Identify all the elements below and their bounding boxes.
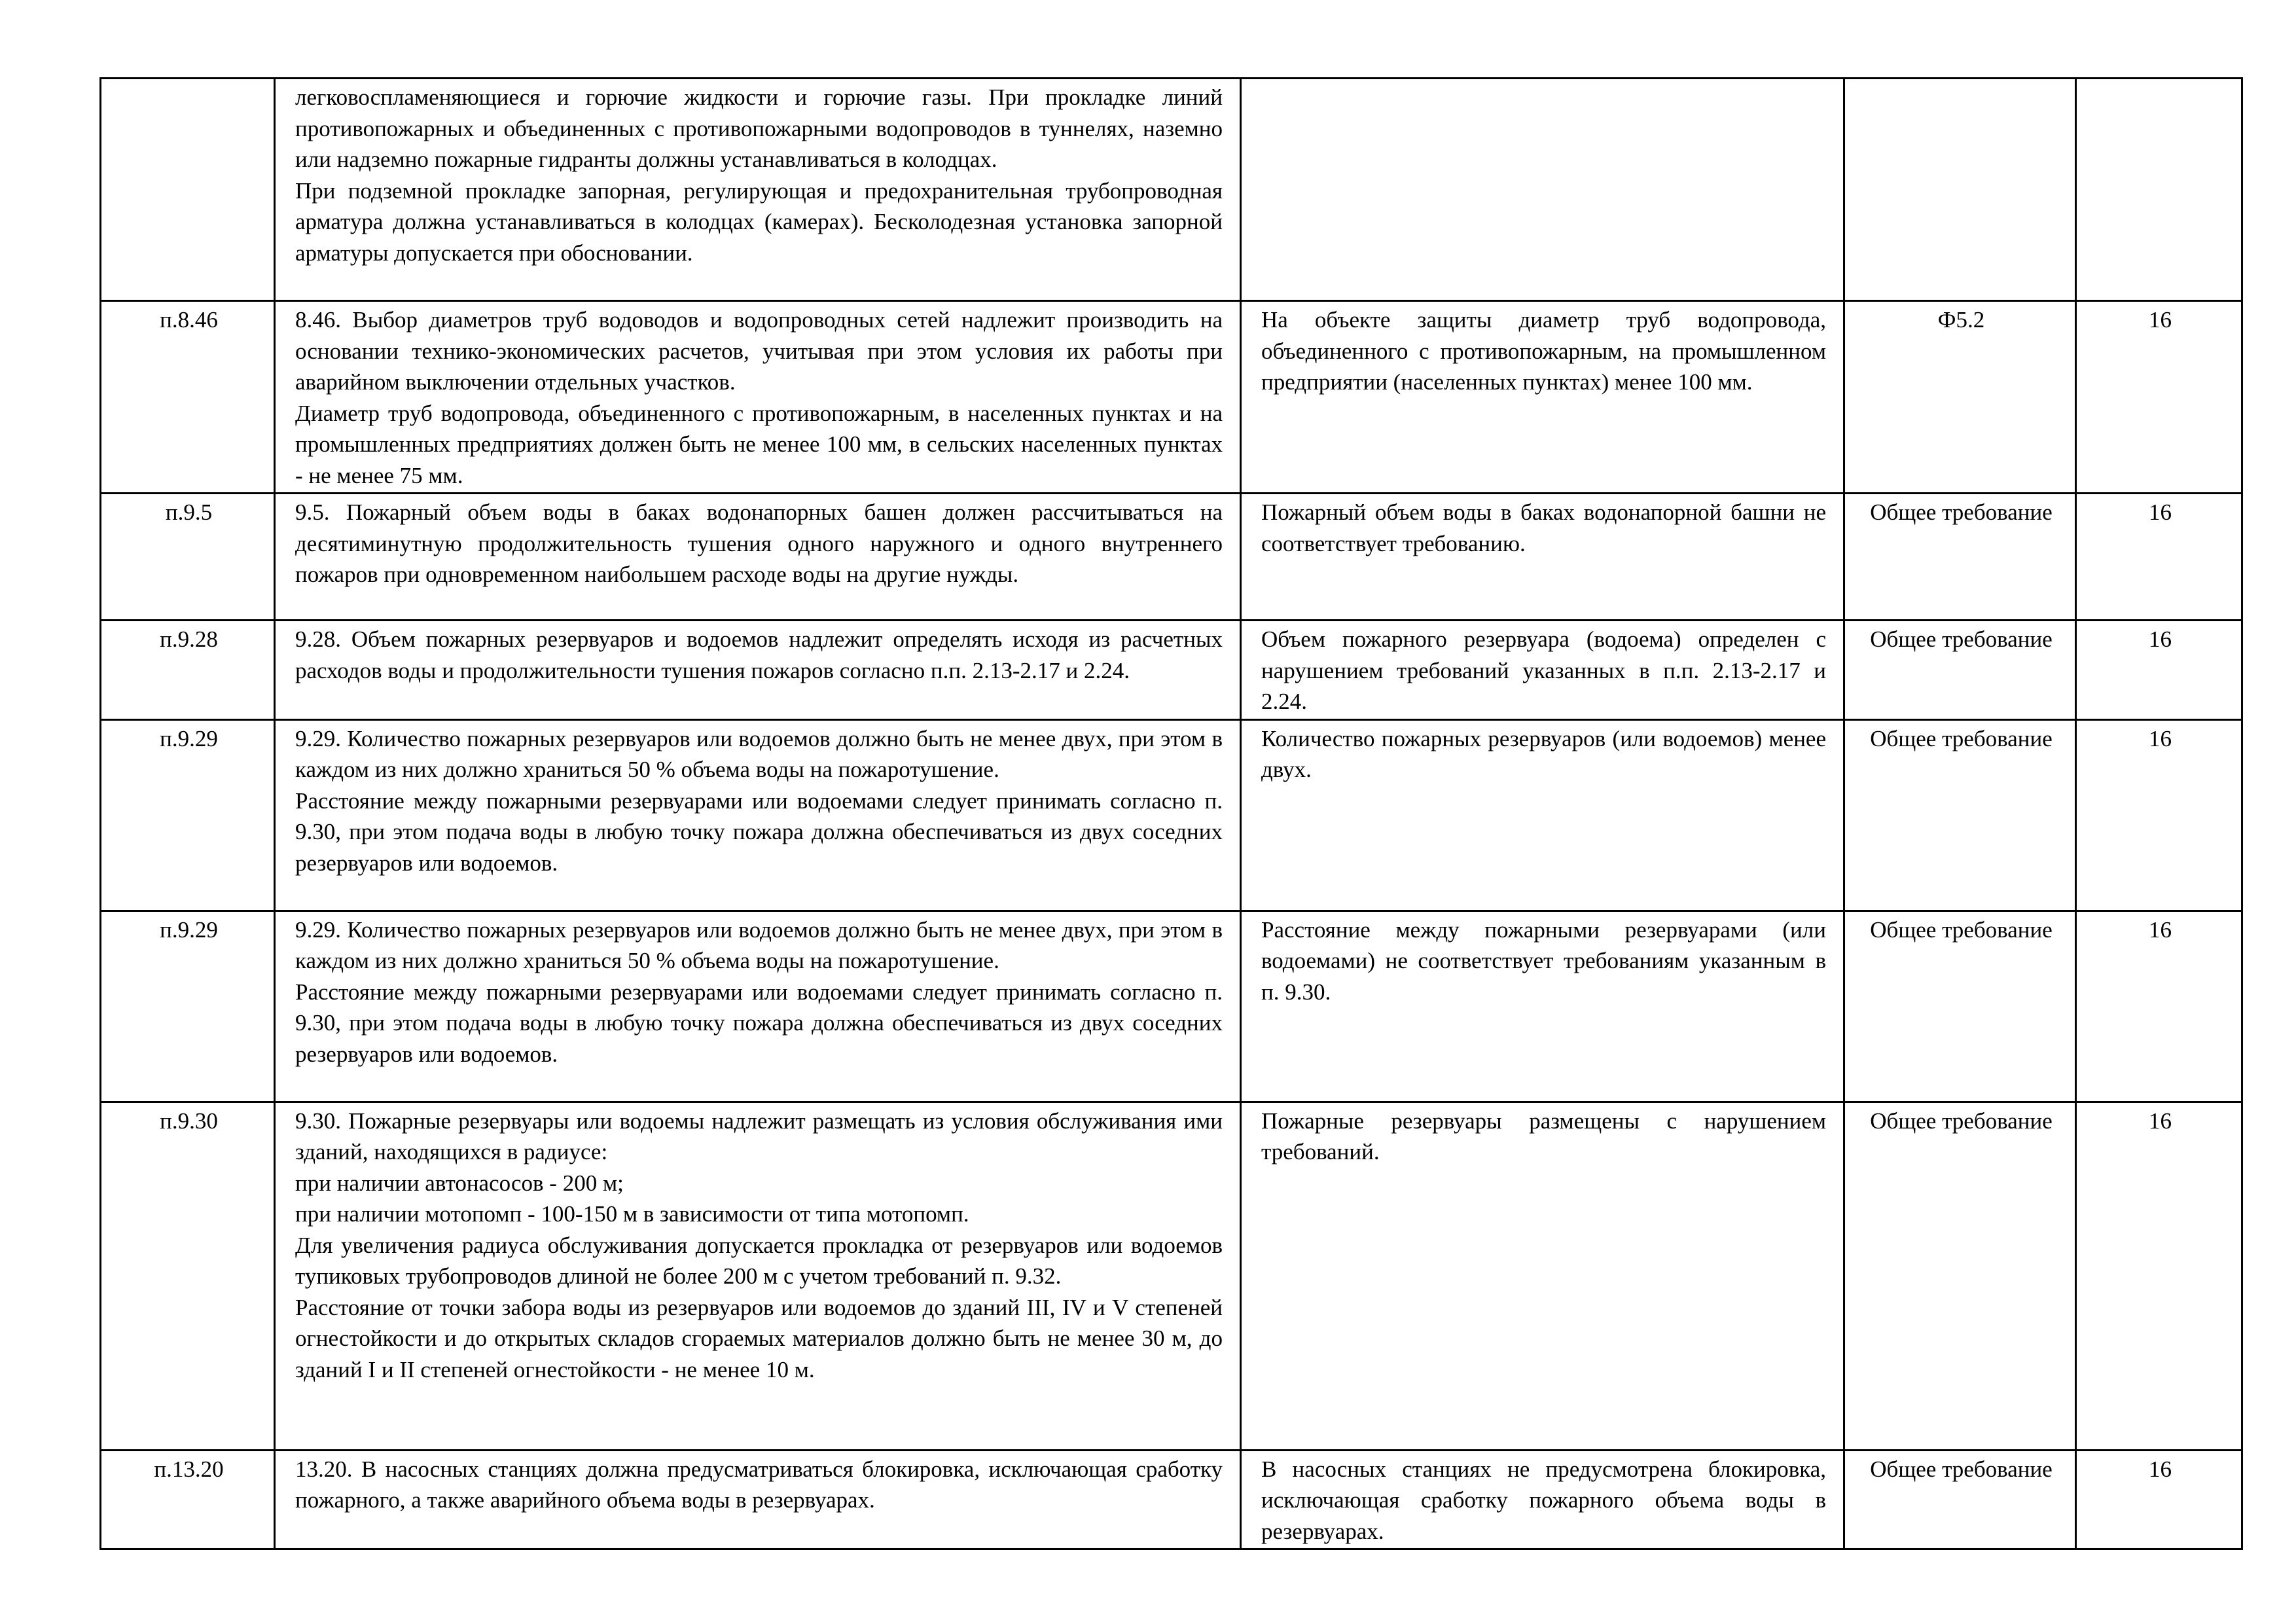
clause-cell: п.8.46 xyxy=(101,301,275,494)
table-row xyxy=(101,621,2242,720)
number-cell: 16 xyxy=(2076,621,2242,720)
requirement-paragraph: при наличии автонасосов - 200 м; xyxy=(295,1170,624,1196)
requirement-paragraph: Диаметр труб водопровода, объединенного с противопожарным, в населенных пунктах и на промышленных предприятиях должен быть не менее 100 мм, в сельских населенных пунктах - не менее 75 мм. xyxy=(295,400,1223,488)
number-cell: 16 xyxy=(2076,911,2242,1102)
number-cell: 16 xyxy=(2076,719,2242,911)
violation-cell: Расстояние между пожарными резервуарами (или водоемами) не соответствует требованиям указанным в п. 9.30. xyxy=(1241,911,1844,1102)
requirement-paragraph: 9.29. Количество пожарных резервуаров или водоемов должно быть не менее двух, при этом в каждом из них должно храниться 50 % объема воды на пожаротушение. xyxy=(295,725,1223,782)
clause-cell: п.9.30 xyxy=(101,1102,275,1450)
requirement-paragraph: Расстояние между пожарными резервуарами или водоемами следует принимать согласно п. 9.30, при этом подача воды в любую точку пожара должна обеспечиваться из двух соседних резервуаров или водоемов. xyxy=(295,979,1223,1067)
violation-cell: Пожарный объем воды в баках водонапорной башни не соответствует требованию. xyxy=(1241,494,1844,621)
clause-cell: п.9.29 xyxy=(101,911,275,1102)
requirement-paragraph: при наличии мотопомп - 100-150 м в зависимости от типа мотопомп. xyxy=(295,1201,969,1227)
number-cell: 16 xyxy=(2076,494,2242,621)
requirements-table xyxy=(99,77,2243,1550)
requirement-text-cell xyxy=(275,494,1241,621)
clause-cell: п.9.5 xyxy=(101,494,275,621)
class-cell: Общее требование xyxy=(1844,1102,2076,1450)
requirement-paragraph: 9.28. Объем пожарных резервуаров и водоемов надлежит определять исходя из расчетных расходов воды и продолжительности тушения пожаров согласно п.п. 2.13-2.17 и 2.24. xyxy=(295,626,1223,683)
number-cell: 16 xyxy=(2076,1450,2242,1549)
requirement-text-cell xyxy=(275,621,1241,720)
class-cell: Ф5.2 xyxy=(1844,301,2076,494)
table-row xyxy=(101,79,2242,301)
table-row xyxy=(101,301,2242,494)
violation-cell xyxy=(1241,79,1844,301)
class-cell xyxy=(1844,79,2076,301)
requirement-paragraph: 9.29. Количество пожарных резервуаров или водоемов должно быть не менее двух, при этом в каждом из них должно храниться 50 % объема воды на пожаротушение. xyxy=(295,916,1223,973)
clause-cell: п.9.29 xyxy=(101,719,275,911)
class-cell: Общее требование xyxy=(1844,494,2076,621)
number-cell: 16 xyxy=(2076,1102,2242,1450)
requirement-paragraph: 8.46. Выбор диаметров труб водоводов и водопроводных сетей надлежит производить на основании технико-экономических расчетов, учитывая при этом условия их работы при аварийном выключении отдельных участков. xyxy=(295,307,1223,395)
requirement-paragraph: Расстояние от точки забора воды из резервуаров или водоемов до зданий III, IV и V степеней огнестойкости и до открытых складов сгораемых материалов должно быть не менее 30 м, до зданий I и II степеней огнестойкости - не менее 10 м. xyxy=(295,1294,1223,1382)
violation-cell: Объем пожарного резервуара (водоема) определен с нарушением требований указанных в п.п. 2.13-2.17 и 2.24. xyxy=(1241,621,1844,720)
table-row xyxy=(101,911,2242,1102)
table-row xyxy=(101,719,2242,911)
document-page xyxy=(99,77,2241,1550)
number-cell xyxy=(2076,79,2242,301)
number-cell: 16 xyxy=(2076,301,2242,494)
requirement-paragraph: Расстояние между пожарными резервуарами или водоемами следует принимать согласно п. 9.30, при этом подача воды в любую точку пожара должна обеспечиваться из двух соседних резервуаров или водоемов. xyxy=(295,787,1223,876)
requirement-text-cell xyxy=(275,1450,1241,1549)
table-row xyxy=(101,494,2242,621)
requirement-paragraph: 9.5. Пожарный объем воды в баках водонапорных башен должен рассчитываться на десятиминутную продолжительность тушения одного наружного и одного внутреннего пожаров при одновременном наибольшем расходе воды на другие нужды. xyxy=(295,499,1223,587)
requirement-text-cell xyxy=(275,911,1241,1102)
requirement-paragraph: 9.30. Пожарные резервуары или водоемы надлежит размещать из условия обслуживания ими зданий, находящихся в радиусе: xyxy=(295,1108,1223,1164)
requirement-paragraph: 13.20. В насосных станциях должна предусматриваться блокировка, исключающая сработку пожарного, а также аварийного объема воды в резервуарах. xyxy=(295,1456,1223,1513)
clause-cell: п.9.28 xyxy=(101,621,275,720)
class-cell: Общее требование xyxy=(1844,911,2076,1102)
requirement-text-cell xyxy=(275,301,1241,494)
class-cell: Общее требование xyxy=(1844,719,2076,911)
requirement-text-cell xyxy=(275,79,1241,301)
requirement-text-cell xyxy=(275,719,1241,911)
requirement-paragraph: легковоспламеняющиеся и горючие жидкости и горючие газы. При прокладке линий противопожарных и объединенных с противопожарными водопроводов в туннелях, наземно или надземно пожарные гидранты должны устанавливаться в колодцах. xyxy=(295,84,1223,172)
class-cell: Общее требование xyxy=(1844,621,2076,720)
table-row xyxy=(101,1450,2242,1549)
violation-cell: На объекте защиты диаметр труб водопровода, объединенного с противопожарным, на промышленном предприятии (населенных пунктах) менее 100 мм. xyxy=(1241,301,1844,494)
violation-cell: Пожарные резервуары размещены с нарушением требований. xyxy=(1241,1102,1844,1450)
requirement-paragraph: При подземной прокладке запорная, регулирующая и предохранительная трубопроводная арматура должна устанавливаться в колодцах (камерах). Бесколодезная установка запорной арматуры допускается при обосновании. xyxy=(295,177,1223,266)
violation-cell: Количество пожарных резервуаров (или водоемов) менее двух. xyxy=(1241,719,1844,911)
requirement-text-cell xyxy=(275,1102,1241,1450)
violation-cell: В насосных станциях не предусмотрена блокировка, исключающая сработку пожарного объема воды в резервуарах. xyxy=(1241,1450,1844,1549)
requirement-paragraph: Для увеличения радиуса обслуживания допускается прокладка от резервуаров или водоемов тупиковых трубопроводов длиной не более 200 м с учетом требований п. 9.32. xyxy=(295,1232,1223,1289)
class-cell: Общее требование xyxy=(1844,1450,2076,1549)
table-row xyxy=(101,1102,2242,1450)
clause-cell xyxy=(101,79,275,301)
clause-cell: п.13.20 xyxy=(101,1450,275,1549)
